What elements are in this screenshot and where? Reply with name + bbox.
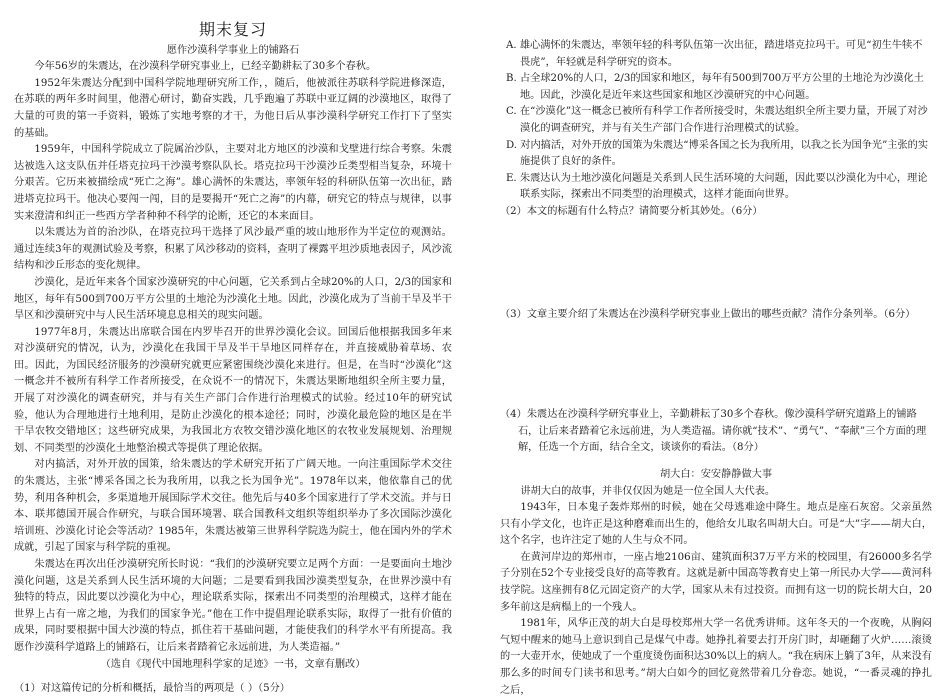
q1-option-e: E. 朱震达认为土地沙漠化问题是关系到人民生活环境的大问题，因此要以沙漠化为中心，理论联系实际，探索出不同类型的治理模式，这样才能面向世界。	[506, 172, 928, 201]
question-4: （4）朱震达在沙漠科学研究事业上，辛勤耕耘了30多个春秋。像沙漠科学研究道路上的铺路石，让后来者踏着它永远前进，为人类造福。请你就“技术”、“勇气”、“奉献”三个方面的理解，任选一个方面，结合全文，谈谈你的看法。（8分）	[500, 409, 927, 454]
article1-paragraph: 今年56岁的朱震达，在沙漠科学研究事业上，已经辛勤耕耘了30多个春秋。	[34, 61, 377, 73]
page-title: 期末复习	[198, 20, 267, 39]
q1-option-c: C. 在“沙漠化”这一概念已被所有科学工作者所接受时，朱震达组织全所主要力量，开展了对沙漠化的调查研究，并与有关生产部门合作进行治理模式的试验。	[506, 106, 928, 134]
article1-paragraph: 朱震达在再次出任沙漠研究所长时说：“我们的沙漠研究要立足两个方面：一是要面向土地沙漠化问题，这是关系到人民生活环境的大问题；二是要看到我国沙漠类型复杂，在世界沙漠中有独特的特点，因此要以沙漠化为中心，理论联系实际，探索出不同类型的治理模式，这样才能在世界上占有一席之地，为我们的国家争光。”他在工作中提倡理论联系实际，取得了一批有价值的成果，同时要根据中国大沙漠的特点，抓住若干基础问题，才能使我们的科学水平有所提高。我愿作沙漠科学道路上的铺路石，让后来者踏着它永远前进，为人类造福。”	[14, 559, 452, 653]
question-1: （1）对这篇传记的分析和概括，最恰当的两项是（ ）（5分）	[14, 683, 290, 695]
right-column	[500, 38, 932, 699]
answer-space	[500, 221, 932, 307]
answer-space	[500, 323, 932, 407]
left-column	[14, 0, 452, 698]
question-3: （3）文章主要介绍了朱震达在沙漠科学研究事业上做出的哪些贡献？清作分条列举。（6分）	[500, 308, 916, 320]
q1-option-d: D. 对内搞活，对外开放的国策为朱震达“博采各国之长为我所用，以我之长为国争光”主张的实施提供了良好的条件。	[506, 139, 929, 168]
article2-paragraph: 讲胡大白的故事，并非仅仅因为她是一位全国人大代表。	[520, 485, 776, 497]
question-2: （2）本文的标题有什么特点？请简要分析其妙处。（6分）	[500, 205, 763, 217]
article1-source: （选自《现代中国地理科学家的足迹》一书，文章有删改）	[100, 658, 366, 670]
article1-paragraph: 沙漠化，是近年来各个国家沙漠研究的中心问题，它关系到占全球20%的人口，2/3的国家和地区，每年有500到700万平方公里的土地沦为沙漠化土地。因此，沙漠化成为了当前干旱及半干旱区和沙漠研究中与人民生活环境息息相关的现实问题。	[14, 276, 452, 322]
article1-paragraph: 以朱震达为首的治沙队，在塔克拉玛干选择了风沙最严重的坡山地形作为半定位的观测站。通过连续3年的观测试验及考察，积累了风沙移动的资料，查明了裸露平坦沙质地表因子，风沙流结构和沙丘形态的变化规律。	[14, 227, 452, 272]
article1-paragraph: 1959年，中国科学院成立了院属治沙队，主要对北方地区的沙漠和戈壁进行综合考察。朱震达被选入这支队伍并任塔克拉玛干沙漠考察队队长。塔克拉玛干沙漠沙丘类型相当复杂，环境十分艰苦。它历来被描绘成“死亡之海”。雄心满怀的朱震达，率领年轻的科研队伍第一次出征，踏进塔克拉玛干。他决心要闯一闯，目的是要揭开“死亡之海”的内幕，研究它的特点与规律，以事实来澄清和纠正一些西方学者种种不科学的论断，还它的本来面目。	[14, 144, 452, 222]
article1-paragraph: 对内搞活，对外开放的国策，给朱震达的学术研究开拓了广阔天地。一向注重国际学术交往的朱震达，主张“博采各国之长为我所用，以我之长为国争光”。1978年以来，他依靠自己的优势，利用各种机会，多渠道地开展国际学术交往。他先后与40多个国家进行了学术交流。并与日本、联邦德国开展合作研究，与联合国环境署、联合国教科文组织等组织举办了多次国际沙漠化培训班、沙漠化讨论会等活动？1985年，朱震达被第三世界科学院选为院士，他在国内外的学术成就，引起了国家与科学院的重视。	[14, 459, 452, 554]
q1-option-b: B. 占全球20%的人口，2/3的国家和地区，每年有500到700万平方公里的土地沦为沙漠化土地。因此，沙漠化是近年来这些国家和地区沙漠研究的中心问题。	[506, 73, 924, 101]
article1-paragraph: 1977年8月，朱震达出席联合国在内罗毕召开的世界沙漠化会议。回国后他根据我国多年来对沙漠研究的情况，认为，沙漠化在我国干旱及半干旱地区同样存在，并直接威胁着草场、农田。因此，为国民经济服务的沙漠研究就更应紧密围绕沙漠化来进行。但是，在当时“沙漠化”这一概念并不被所有科学工作者所接受，在众说不一的情况下，朱震达果断地组织全所主要力量，开展了对沙漠化的调查研究，并与有关生产部门合作进行治理模式的试验。经过10年的研究试验，他认为合理地进行土地利用，是防止沙漠化的根本途径；同时，沙漠化最危险的地区是在半干旱农牧交错地区；这些研究成果，为我国北方农牧交错沙漠化地区的农牧业发展规划、治理规划、不同类型的沙漠化土地整治模式等提供了理论依据。	[14, 326, 452, 454]
article2-title: 胡大白：安安静静做大事	[659, 468, 773, 480]
q1-option-a: A. 雄心满怀的朱震达，率领年轻的科考队伍第一次出征，踏进塔克拉玛干。可见“初生牛犊不畏虎”，年轻就是科学研究的资本。	[506, 40, 923, 68]
article2-paragraph: 1943年，日本鬼子轰炸郑州的时候，她在父母逃难途中降生。地点是座石灰窑。父亲虽然只有小学文化，也许正是这种磨难而出生的，他给女儿取名叫胡大白。可是“大”字——胡大白，这个名字，也许注定了她的人生与众不同。	[500, 502, 932, 547]
article1-title: 愿作沙漠科学事业上的铺路石	[166, 44, 300, 56]
article1-paragraph: 1952年朱震达分配到中国科学院地理研究所工作，，随后，他被派往苏联科学院进修深造，在苏联的两年多时间里，他潜心研讨，勤奋实践，几乎跑遍了苏联中亚辽阔的沙漠地区，取得了大量的可贵的第一手资料，锻炼了实地考察的才干，为他日后从事沙漠科学研究工作打下了坚实的基础。	[14, 77, 452, 139]
article2-paragraph: 1981年，风华正茂的胡大白是母校郑州大学一名优秀讲师。这年冬天的一个夜晚，从胸闷气短中醒来的她马上意识到自己是煤气中毒。她挣扎着要去打开房门时，却砸翻了火炉……滚烫的一大壶开水，使她成了一个重度烫伤面积达30%以上的病人。“我在病床上躺了3年，从来没有那么多的时间专门读书和思考。”胡大白如今的回忆竟然带着几分眷恋。她说，“一番灵魂的挣扎之后，	[500, 618, 932, 696]
article2-paragraph: 在黄河岸边的郑州市，一座占地2106亩、建筑面积37万平方米的校园里，有26000多名学子分别在52个专业接受良好的高等教育。这就是新中国高等教育史上第一所民办大学——黄河科技学院。这座拥有8亿元固定资产的大学，国家从未有过投资。而拥有这一切的院长胡大白，20多年前这是病榻上的一个残人。	[500, 551, 932, 613]
